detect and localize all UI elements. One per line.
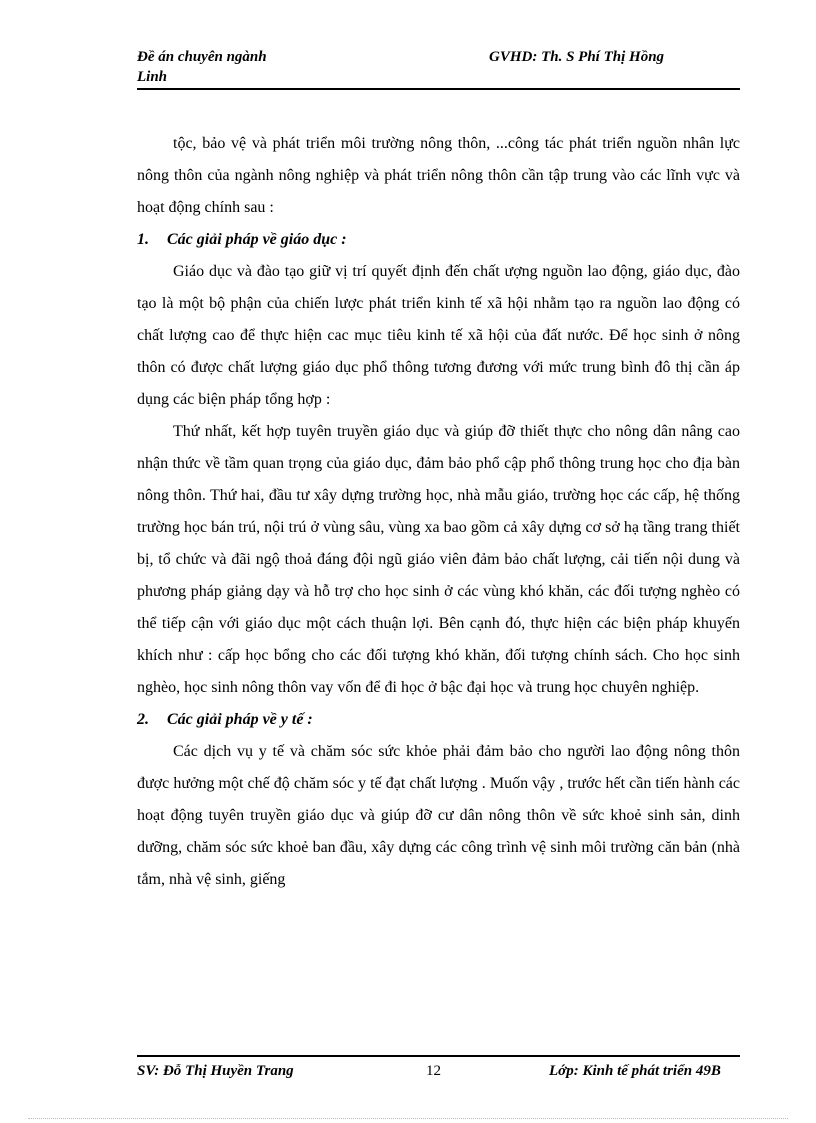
section-1-paragraph-2: Thứ nhất, kết hợp tuyên truyền giáo dục và giúp đỡ thiết thực cho nông dân nâng cao nhận thức về tầm quan trọng của giáo dục, đảm bảo phổ cập phổ thông trung học cho địa bàn nông thôn. Thứ hai, đầu tư xây dựng trường học, nhà mẫu giáo, trường học các cấp, hệ thống trường học bán trú, nội trú ở vùng sâu, vùng xa bao gồm cả xây dựng cơ sở hạ tầng trang thiết bị, tổ chức và đãi ngộ thoả đáng đội ngũ giáo viên đảm bảo chất lượng, cải tiến nội dung và phương pháp giảng dạy và hỗ trợ cho học sinh ở các vùng khó khăn, các đối tượng nghèo có thể tiếp cận với giáo dục một cách thuận lợi. Bên cạnh đó, thực hiện các biện pháp khuyến khích như : cấp học bổng cho các đối tượng khó khăn, đối tượng chính sách. Cho học sinh nghèo, học sinh nông thôn vay vốn để đi học ở bậc đại học và trung học chuyên nghiệp. [137, 423, 740, 696]
intro-paragraph: tộc, bảo vệ và phát triển môi trường nông thôn, ...công tác phát triển nguồn nhân lực nông thôn của ngành nông nghiệp và phát triển nông thôn cần tập trung vào các lĩnh vực và hoạt động chính sau : [137, 135, 740, 216]
footer-divider [137, 1055, 740, 1057]
footer-student: SV: Đỗ Thị Huyền Trang [137, 1063, 294, 1079]
section-2-number: 2. [137, 711, 149, 728]
page-number: 12 [426, 1063, 441, 1079]
section-1-paragraph-1: Giáo dục và đào tạo giữ vị trí quyết định đến chất ượng nguồn lao động, giáo dục, đào tạo là một bộ phận của chiến lược phát triển kinh tế xã hội nhằm tạo ra nguồn lao động có chất lượng cao để thực hiện cac mục tiêu kinh tế xã hội của đất nước. Để học sinh ở nông thôn có được chất lượng giáo dục phổ thông tương đương với mức trung bình đô thị cần áp dụng các biện pháp tổng hợp : [137, 263, 740, 408]
header-author-line: Linh [137, 69, 168, 85]
page-edge-line [28, 1118, 788, 1119]
header-left [137, 47, 267, 87]
page-body [137, 128, 740, 896]
section-1-heading [137, 224, 740, 256]
section-2-heading [137, 704, 740, 736]
footer-class: Lớp: Kinh tế phát triển 49B [549, 1063, 721, 1079]
header-project-title: Đề án chuyên ngành [137, 49, 267, 65]
section-2-paragraph-1: Các dịch vụ y tế và chăm sóc sức khỏe phải đảm bảo cho người lao động nông thôn được hưởng một chế độ chăm sóc y tế đạt chất lượng . Muốn vậy , trước hết cần tiến hành các hoạt động tuyên truyền giáo dục và giúp đỡ cư dân nông thôn về sức khoẻ sinh sản, dinh dưỡng, chăm sóc sức khoẻ ban đầu, xây dựng các công trình vệ sinh môi trường căn bản (nhà tắm, nhà vệ sinh, giếng [137, 743, 740, 888]
section-1-title: Các giải pháp về giáo dục : [167, 231, 347, 248]
header-supervisor: GVHD: Th. S Phí Thị Hồng [489, 49, 665, 65]
section-1-number: 1. [137, 231, 149, 248]
header-divider [137, 88, 740, 90]
section-2-title: Các giải pháp về y tế : [167, 711, 313, 728]
